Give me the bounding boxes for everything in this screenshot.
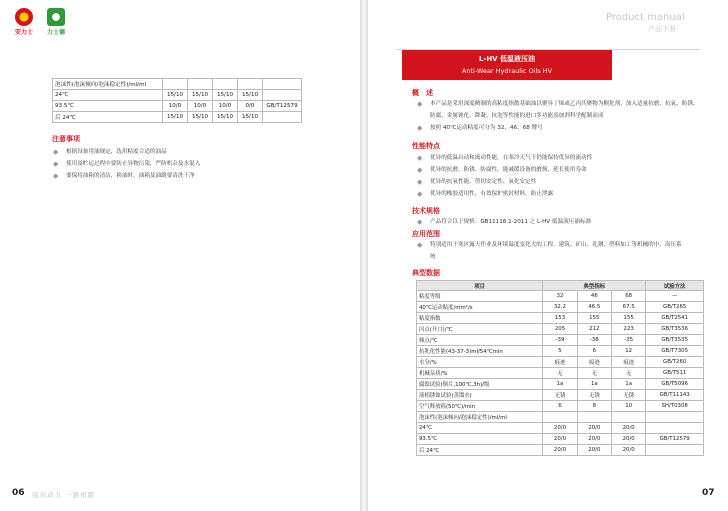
brand-name: 力士德 [46,29,65,36]
table-cell-m [646,423,704,434]
table-cell-m: GB/T3536 [646,324,704,335]
list-item [416,152,700,164]
table-cell-v1: 15/10 [163,112,188,123]
table-cell-c: 痕迹 [612,357,646,368]
list-item [52,158,200,170]
table-row [417,379,704,390]
table-cell-b: 20/0 [577,434,611,445]
table-cell-item: 后 24℃ [417,445,543,456]
table-row [417,357,704,368]
table-row [417,368,704,379]
list-item-text: 按照 40℃运动粘度可分为 32、46、68 牌号 [430,125,543,131]
list-item-text: 要保持油箱的清洁，换油时，油箱及油路要清洗干净 [66,173,195,179]
typical-data-title: 典型数据 [412,269,440,277]
table-cell-label: 24℃ [53,90,163,101]
table-cell-v2: 15/10 [188,90,213,101]
manual-title-en: Product manual [606,12,685,23]
table-cell-v2: 15/10 [188,112,213,123]
table-cell-c: 155 [612,313,646,324]
list-item [416,188,700,200]
table-cell-c: 223 [612,324,646,335]
table-row [417,412,704,423]
table-cell-a: 痕迹 [543,357,577,368]
product-title-en: Anti-Wear Hydraulic Oils HV [461,67,553,75]
table-cell-a: 153 [543,313,577,324]
table-cell-item: 机械杂质/% [417,368,543,379]
table-cell-b: 痕迹 [577,357,611,368]
list-item-text: 产品符合以下规格：GB11118.1-2011 之 L-HV 低温液压油标准 [430,219,592,225]
table-cell-c [612,412,646,423]
table-cell-a: 205 [543,324,577,335]
product-title-cn: L-HV 低温液压油 [478,55,536,63]
table-cell-b: 20/0 [577,423,611,434]
table-row [53,90,302,101]
bullet-icon: ◆ [417,218,423,226]
table-cell-b: 无 [577,368,611,379]
table-cell-b [577,412,611,423]
header-item: 项目 [417,281,543,291]
bullet-icon: ◆ [417,241,423,249]
table-cell-std: GB/T12579 [263,101,302,112]
foam-data-table [52,78,302,123]
list-item-text: 使用及贮运过程中要防止异物污染，严防机杂及水混入 [66,161,201,167]
table-cell-v3: 15/10 [213,112,238,123]
list-item-text: 特别适用于寒区露天作业及环境温度变化大的工程、建筑、矿山、礼钢、塑料加工等机械的中、高压系统 [430,242,682,260]
overview-list [416,98,700,134]
spec-list [416,216,700,228]
application-title: 应用范围 [412,230,440,238]
table-cell-item: 空气释放值(50℃)/min [417,401,543,412]
table-row [417,434,704,445]
table-cell-v1 [163,79,188,90]
bullet-icon: ◆ [53,172,59,180]
table-row [53,112,302,123]
table-cell-b: 46 [577,291,611,302]
list-item [416,216,700,228]
product-banner [402,50,612,80]
table-cell-m [646,445,704,456]
table-cell-item: 水分/% [417,357,543,368]
table-cell-a: 无 [543,368,577,379]
table-cell-m: GB/T3535 [646,335,704,346]
table-cell-c: 68 [612,291,646,302]
spec-title: 技术规格 [412,207,440,215]
list-item-text: 根据设备用油规定，选用粘度合适的油品 [66,149,167,155]
header-method: 试验方法 [646,281,704,291]
table-cell-b: 212 [577,324,611,335]
table-cell-c: 67.5 [612,302,646,313]
table-cell-c: 10 [612,401,646,412]
table-row [417,302,704,313]
bullet-icon: ◆ [417,154,423,162]
table-cell-b: 1a [577,379,611,390]
application-list [416,239,686,263]
list-item-text: 优异的抗磨、防锈、防腐性，能减缓设备的磨损，延长使用寿命 [430,167,587,173]
table-cell-item: 24℃ [417,423,543,434]
table-cell-c: 20/0 [612,423,646,434]
table-cell-v3: 15/10 [213,90,238,101]
slogan: 强劲动力 一路相随 [32,491,96,499]
list-item-text: 本产品是采用深度精制的高粘度指数基础油以聚异丁烯或乙丙共聚物为稠化剂，加入适量抗磨、抗氧、防锈、防腐、金属钝化、降凝、抗泡等性能的进口多功能添加剂科学配制而成 [430,101,699,119]
table-cell-a: 32 [543,291,577,302]
table-header-row [417,281,704,291]
bullet-icon: ◆ [53,148,59,156]
table-cell-std [263,90,302,101]
precautions-title: 注意事项 [52,135,80,143]
table-row [417,324,704,335]
table-cell-b: -38 [577,335,611,346]
table-row [53,79,302,90]
list-item [416,239,686,263]
features-list [416,152,700,200]
table-row [417,313,704,324]
table-cell-v2: 10/0 [188,101,213,112]
table-cell-c: 12 [612,346,646,357]
bullet-icon: ◆ [417,100,423,108]
bullet-icon: ◆ [417,166,423,174]
table-cell-label: 后 24℃ [53,112,163,123]
table-cell-a: 20/0 [543,445,577,456]
list-item [52,170,200,182]
table-cell-std [263,79,302,90]
table-cell-v1: 15/10 [163,90,188,101]
table-cell-item: 粘度指数 [417,313,543,324]
leaf-emblem-icon [47,8,65,26]
bullet-icon: ◆ [417,190,423,198]
table-cell-a [543,412,577,423]
list-item [416,98,700,122]
table-cell-c: 20/0 [612,445,646,456]
table-cell-c: 无锈 [612,390,646,401]
features-title: 性能特点 [412,142,440,150]
table-cell-a: -39 [543,335,577,346]
list-item [52,146,200,158]
typical-data-table [416,280,704,456]
table-cell-m: GB/T511 [646,368,704,379]
list-item-text: 优异的橡胶适用性，有效保护密封材料，防止泄露 [430,191,554,197]
table-row [417,346,704,357]
header-typical: 典型指标 [543,281,646,291]
page-gutter [360,0,368,511]
table-cell-v4 [238,79,263,90]
table-cell-a: 1a [543,379,577,390]
table-cell-c: -35 [612,335,646,346]
brand-logo-left [10,8,38,36]
list-item [416,176,700,188]
bullet-icon: ◆ [417,124,423,132]
table-cell-label: 泡沫性(泡沫倾向/泡沫稳定性)/ml/ml [53,79,163,90]
table-cell-m: SH/T0308 [646,401,704,412]
table-row [417,291,704,302]
table-cell-c: 无 [612,368,646,379]
table-cell-m [646,412,704,423]
bullet-icon: ◆ [53,160,59,168]
table-cell-m: — [646,291,704,302]
table-cell-item: 泡沫性(泡沫倾向/泡沫稳定性)/ml/ml [417,412,543,423]
table-cell-item: 40℃运动粘度/mm²/s [417,302,543,313]
table-cell-label: 93.5℃ [53,101,163,112]
bullet-icon: ◆ [417,178,423,186]
table-cell-m: GB/T260 [646,357,704,368]
table-cell-m: GB/T12579 [646,434,704,445]
table-cell-item: 闪点(开口)/℃ [417,324,543,335]
table-cell-a: 20/0 [543,434,577,445]
table-cell-item: 倾点/℃ [417,335,543,346]
table-cell-a: 无锈 [543,390,577,401]
table-row [417,390,704,401]
brand-name: 安力士 [14,29,33,36]
brand-logos [10,8,70,36]
table-cell-b: 46.5 [577,302,611,313]
page-number-left: 06 [12,488,25,498]
list-item-text: 优异的抗氧性能、剪切安定性、氧化安定性 [430,179,537,185]
table-cell-b: 155 [577,313,611,324]
table-cell-b: 20/0 [577,445,611,456]
table-cell-c: 1a [612,379,646,390]
overview-title: 概 述 [412,89,433,97]
table-cell-a: 20/0 [543,423,577,434]
list-item [416,122,700,134]
table-cell-a: 6 [543,401,577,412]
table-cell-v1: 10/0 [163,101,188,112]
table-cell-std [263,112,302,123]
table-row [417,401,704,412]
brand-emblem-icon [15,8,33,26]
table-cell-v4: 15/10 [238,112,263,123]
table-cell-item: 93.5℃ [417,434,543,445]
table-cell-m: GB/T7305 [646,346,704,357]
table-cell-b: 6 [577,346,611,357]
left-page [0,0,362,511]
table-cell-item: 抗乳化性能(43-37-3)ml/54℃min [417,346,543,357]
table-cell-item: 腐蚀试验(铜片,100℃,3h)/级 [417,379,543,390]
table-cell-m: GB/T11143 [646,390,704,401]
table-row [417,335,704,346]
list-item [416,164,700,176]
table-row [417,423,704,434]
table-cell-item: 液相锈蚀试验(蒸馏水) [417,390,543,401]
table-cell-b: 8 [577,401,611,412]
table-cell-v3: 10/0 [213,101,238,112]
table-cell-m: GB/T265 [646,302,704,313]
table-cell-m: GB/T2541 [646,313,704,324]
page-number-right: 07 [702,488,715,498]
table-cell-v3 [213,79,238,90]
table-cell-b: 无锈 [577,390,611,401]
brand-logo-right [42,8,70,36]
table-cell-v4: 0/0 [238,101,263,112]
manual-title-cn: 产品手册 [648,25,676,33]
table-cell-v2 [188,79,213,90]
precautions-list [52,146,200,182]
table-cell-v4: 15/10 [238,90,263,101]
table-cell-m: GB/T5096 [646,379,704,390]
table-cell-a: 5 [543,346,577,357]
table-cell-c: 20/0 [612,434,646,445]
table-row [53,101,302,112]
list-item-text: 优异的低温启动和流动性能，在寒冷天气下仍能保持优异的流动性 [430,155,593,161]
table-cell-a: 32.2 [543,302,577,313]
table-cell-item: 粘度等级 [417,291,543,302]
table-row [417,445,704,456]
